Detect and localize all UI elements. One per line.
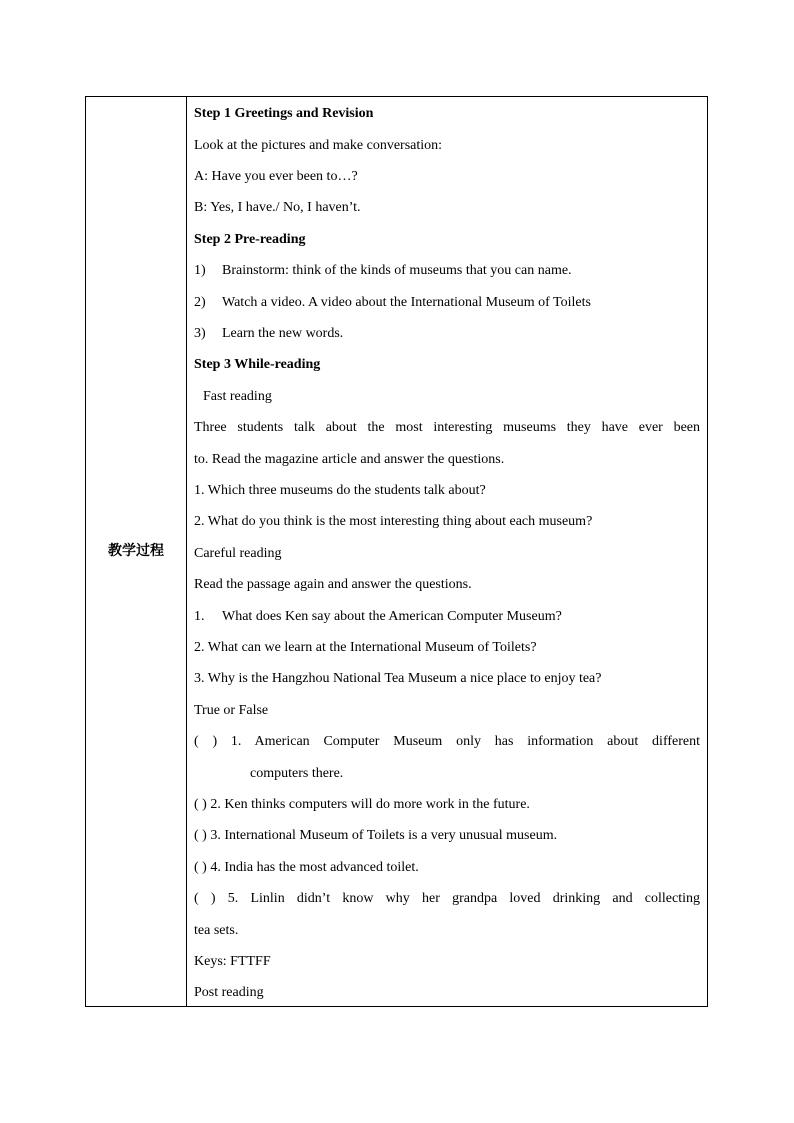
fast-reading-desc-line1: Three students talk about the most interesting museums they have ever been <box>194 420 700 435</box>
question-text: What does Ken say about the American Computer Museum? <box>222 609 562 624</box>
list-item <box>194 262 700 280</box>
tf-statement-1: ( ) 1. American Computer Museum only has information about different <box>194 734 700 749</box>
tf-statement-3: ( ) 3. International Museum of Toilets is a very unusual museum. <box>194 828 558 843</box>
dialogue-b: B: Yes, I have./ No, I haven’t. <box>194 200 361 215</box>
careful-reading-heading: Careful reading <box>194 546 282 561</box>
fast-reading-heading: Fast reading <box>203 389 272 404</box>
careful-question-1 <box>194 608 700 626</box>
list-item-number: 2) <box>194 295 206 310</box>
careful-question-2: 2. What can we learn at the International Museum of Toilets? <box>194 640 537 655</box>
list-item <box>194 294 700 312</box>
list-item-text: Watch a video. A video about the International Museum of Toilets <box>222 295 591 310</box>
label-column <box>86 97 187 1006</box>
post-reading-heading: Post reading <box>194 985 264 1000</box>
fast-question-2: 2. What do you think is the most interesting thing about each museum? <box>194 514 593 529</box>
content-column <box>187 97 707 1006</box>
section-label: 教学过程 <box>108 543 164 559</box>
tf-statement-5-cont: tea sets. <box>194 923 239 938</box>
fast-question-1: 1. Which three museums do the students talk about? <box>194 483 486 498</box>
step3-title: Step 3 While-reading <box>194 357 321 372</box>
true-false-heading: True or False <box>194 703 269 718</box>
step1-intro: Look at the pictures and make conversation: <box>194 138 443 153</box>
list-item-text: Brainstorm: think of the kinds of museums that you can name. <box>222 263 572 278</box>
tf-statement-1-cont: computers there. <box>250 766 344 781</box>
tf-statement-4: ( ) 4. India has the most advanced toilet. <box>194 860 419 875</box>
list-item <box>194 325 700 343</box>
step2-title: Step 2 Pre-reading <box>194 232 306 247</box>
tf-statement-5: ( ) 5. Linlin didn’t know why her grandpa loved drinking and collecting <box>194 891 700 906</box>
careful-reading-intro: Read the passage again and answer the questions. <box>194 577 472 592</box>
step1-title: Step 1 Greetings and Revision <box>194 106 374 121</box>
answer-keys: Keys: FTTFF <box>194 954 271 969</box>
fast-reading-desc-line2: to. Read the magazine article and answer the questions. <box>194 452 505 467</box>
dialogue-a: A: Have you ever been to…? <box>194 169 358 184</box>
list-item-text: Learn the new words. <box>222 326 344 341</box>
careful-question-3: 3. Why is the Hangzhou National Tea Museum a nice place to enjoy tea? <box>194 671 602 686</box>
list-item-number: 3) <box>194 326 206 341</box>
question-number: 1. <box>194 609 205 624</box>
lesson-table <box>85 96 708 1007</box>
list-item-number: 1) <box>194 263 206 278</box>
tf-statement-2: ( ) 2. Ken thinks computers will do more work in the future. <box>194 797 530 812</box>
